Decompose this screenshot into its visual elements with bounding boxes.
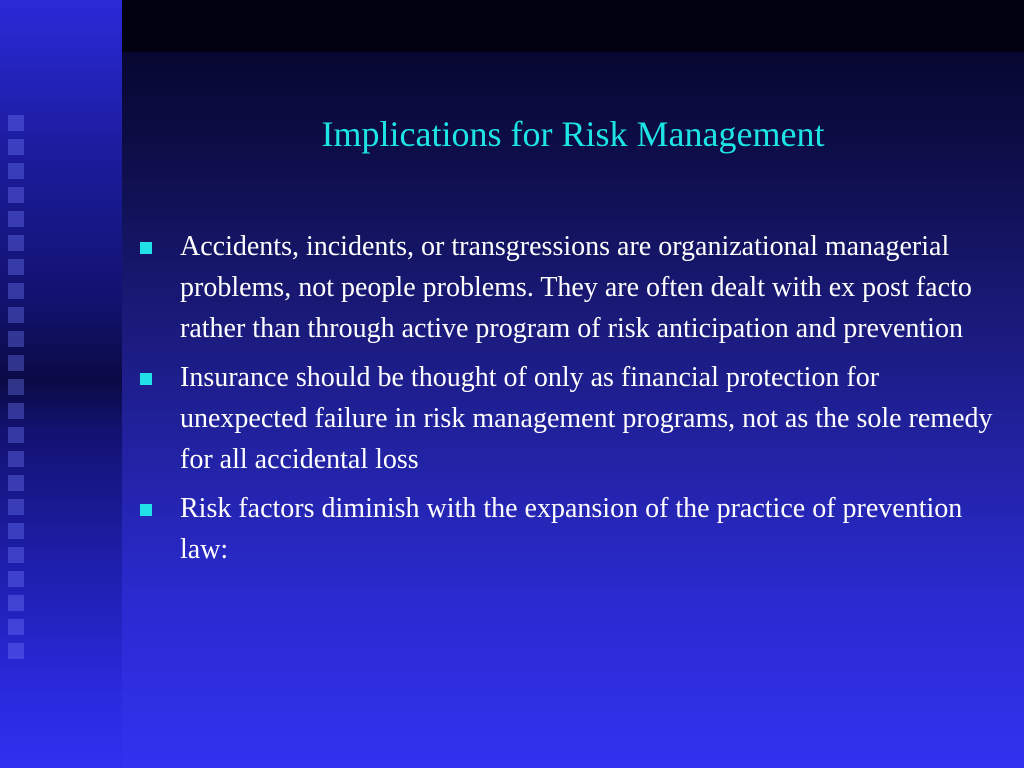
decorative-square [8, 451, 24, 467]
decorative-square [8, 211, 24, 227]
decorative-square [8, 283, 24, 299]
decorative-square [8, 643, 24, 659]
slide-title: Implications for Risk Management [321, 114, 825, 154]
decorative-square [8, 619, 24, 635]
decorative-square [8, 595, 24, 611]
decorative-square [8, 523, 24, 539]
decorative-square [8, 259, 24, 275]
left-decorative-band [0, 0, 122, 768]
decorative-square [8, 235, 24, 251]
decorative-square [8, 139, 24, 155]
bullet-text: Accidents, incidents, or transgressions are organizational managerial problems, not people problems. They are often dealt with ex post facto rather than through active program of risk anticipation and prevention [180, 231, 972, 344]
decorative-square [8, 355, 24, 371]
bullet-list [140, 226, 1000, 578]
decorative-square [8, 403, 24, 419]
decorative-square [8, 499, 24, 515]
decorative-square-column [8, 115, 26, 675]
top-dark-strip [122, 0, 1024, 52]
decorative-square [8, 307, 24, 323]
decorative-square [8, 115, 24, 131]
bullet-text: Insurance should be thought of only as financial protection for unexpected failure in risk management programs, not as the sole remedy for all accidental loss [180, 362, 993, 475]
decorative-square [8, 427, 24, 443]
decorative-square [8, 331, 24, 347]
bullet-item [140, 357, 1000, 480]
decorative-square [8, 379, 24, 395]
bullet-item [140, 488, 1000, 570]
bullet-text: Risk factors diminish with the expansion of the practice of prevention law: [180, 493, 963, 565]
bullet-item [140, 226, 1000, 349]
decorative-square [8, 475, 24, 491]
decorative-square [8, 547, 24, 563]
decorative-square [8, 571, 24, 587]
decorative-square [8, 187, 24, 203]
decorative-square [8, 163, 24, 179]
square-bullet-icon [140, 373, 152, 385]
square-bullet-icon [140, 504, 152, 516]
square-bullet-icon [140, 242, 152, 254]
